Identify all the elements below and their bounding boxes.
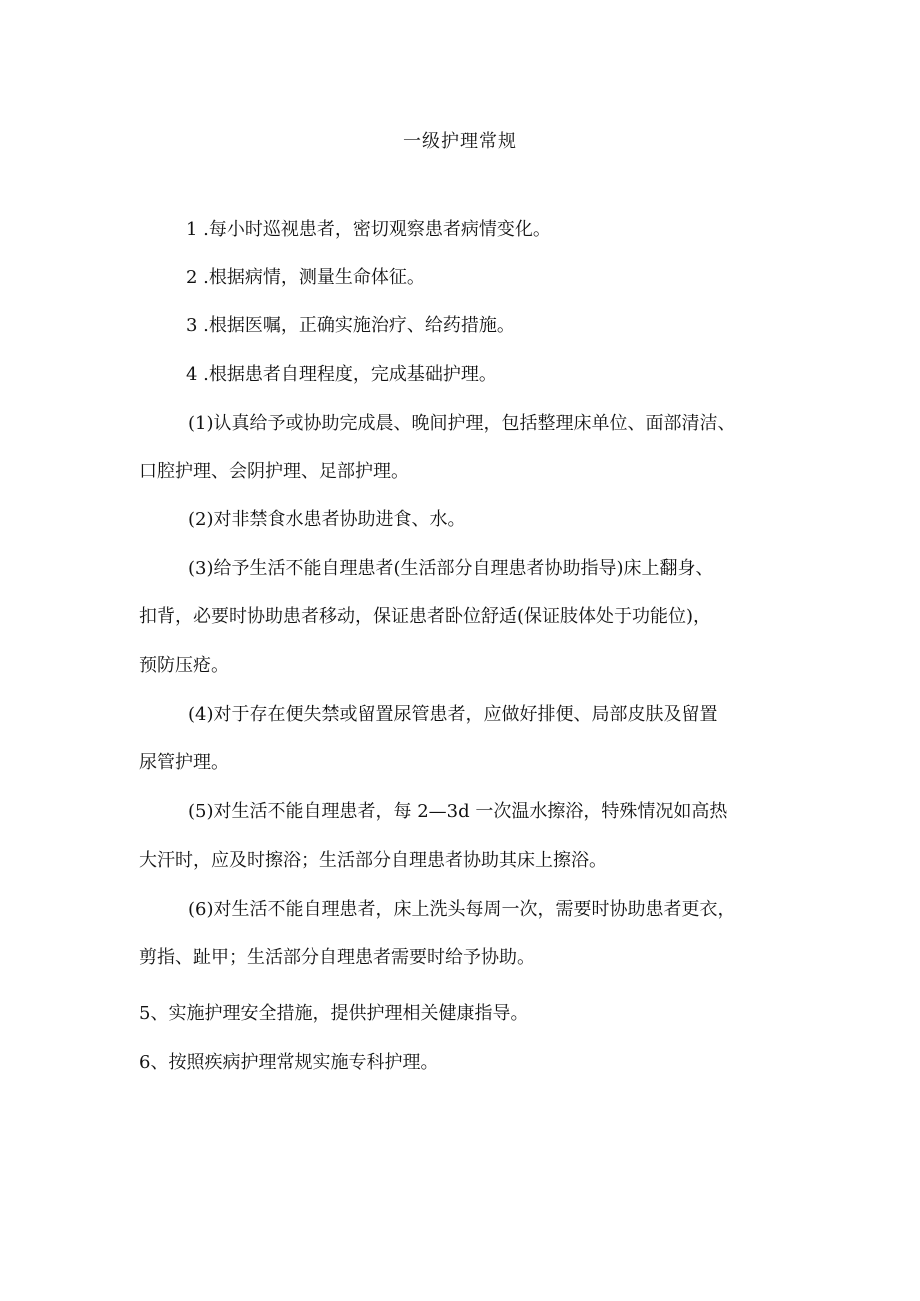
subitem-6-line-1: (6)对生活不能自理患者，床上洗头每周一次，需要时协助患者更衣， (188, 899, 736, 920)
subitem-6-line-2: 剪指、趾甲；生活部分自理患者需要时给予协助。 (139, 947, 535, 968)
subitem-4-line-2: 尿管护理。 (139, 752, 229, 773)
document-title: 一级护理常规 (403, 131, 517, 152)
subitem-1-line-2: 口腔护理、会阴护理、足部护理。 (139, 461, 409, 482)
subitem-2: (2)对非禁食水患者协助进食、水。 (188, 509, 466, 530)
subitem-3-line-3: 预防压疮。 (139, 655, 229, 676)
item-3: 3 .根据医嘱，正确实施治疗、给药措施。 (186, 315, 515, 336)
item-2: 2 .根据病情，测量生命体征。 (186, 267, 425, 288)
subitem-4-line-1: (4)对于存在便失禁或留置尿管患者，应做好排便、局部皮肤及留置 (188, 704, 718, 725)
subitem-1-line-1: (1)认真给予或协助完成晨、晚间护理，包括整理床单位、面部清洁、 (188, 413, 736, 434)
subitem-3-line-1: (3)给予生活不能自理患者(生活部分自理患者协助指导)床上翻身、 (188, 558, 714, 579)
item-4: 4 .根据患者自理程度，完成基础护理。 (186, 364, 497, 385)
item-1: 1 .每小时巡视患者，密切观察患者病情变化。 (186, 219, 551, 240)
subitem-5-line-2: 大汗时，应及时擦浴；生活部分自理患者协助其床上擦浴。 (139, 850, 607, 871)
item-6: 6、按照疾病护理常规实施专科护理。 (139, 1052, 439, 1073)
subitem-3-line-2: 扣背，必要时协助患者移动，保证患者卧位舒适(保证肢体处于功能位)， (139, 606, 712, 627)
subitem-5-line-1: (5)对生活不能自理患者，每 2—3d 一次温水擦浴，特殊情况如高热 (188, 801, 728, 822)
item-5: 5、实施护理安全措施，提供护理相关健康指导。 (139, 1003, 529, 1024)
